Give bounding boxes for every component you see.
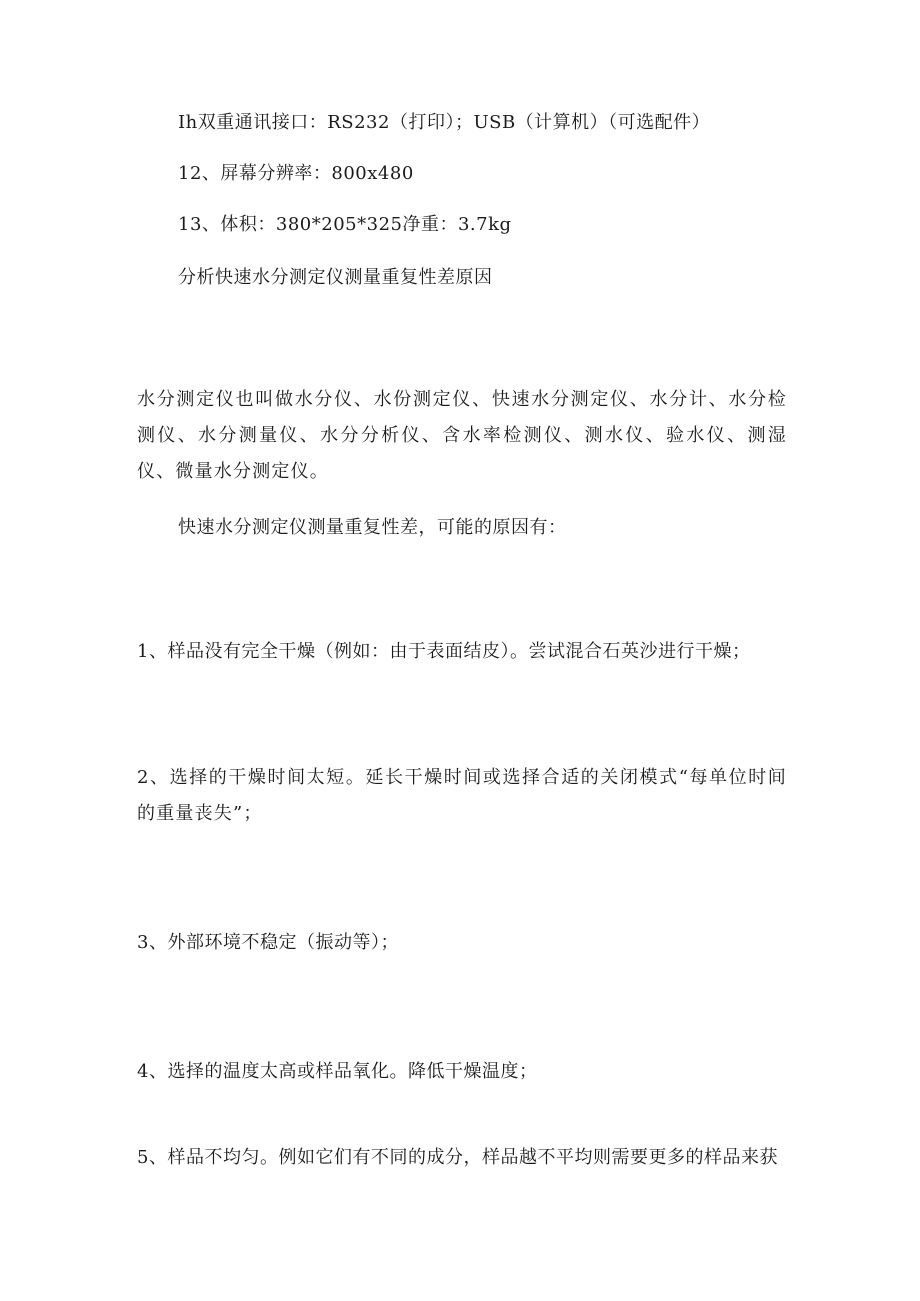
intro-paragraph: 水分测定仪也叫做水分仪、水份测定仪、快速水分测定仪、水分计、水分检测仪、水分测量仪、水分分析仪、含水率检测仪、测水仪、验水仪、测湿仪、微量水分测定仪。 <box>137 389 787 482</box>
spec-line-volume-weight: 13、体积：380*205*325净重：3.7kg <box>178 214 512 235</box>
reason-item-2: 2、选择的干燥时间太短。延长干燥时间或选择合适的关闭模式“每单位时间的重量丧失”； <box>137 767 787 824</box>
reason-item-5: 5、样品不均匀。例如它们有不同的成分，样品越不平均则需要更多的样品来获 <box>137 1147 778 1168</box>
reason-item-1: 1、样品没有完全干燥（例如：由于表面结皮）。尝试混合石英沙进行干燥； <box>137 641 751 662</box>
reason-item-3: 3、外部环境不稳定（振动等）； <box>137 932 399 953</box>
lead-paragraph: 快速水分测定仪测量重复性差，可能的原因有： <box>178 517 567 538</box>
spec-line-interface: Ih双重通讯接口：RS232（打印）；USB（计算机）（可选配件） <box>178 112 711 133</box>
spec-line-resolution: 12、屏幕分辨率：800x480 <box>178 163 414 184</box>
section-heading: 分析快速水分测定仪测量重复性差原因 <box>178 267 493 288</box>
reason-item-4: 4、选择的温度太高或样品氧化。降低干燥温度； <box>137 1061 538 1082</box>
